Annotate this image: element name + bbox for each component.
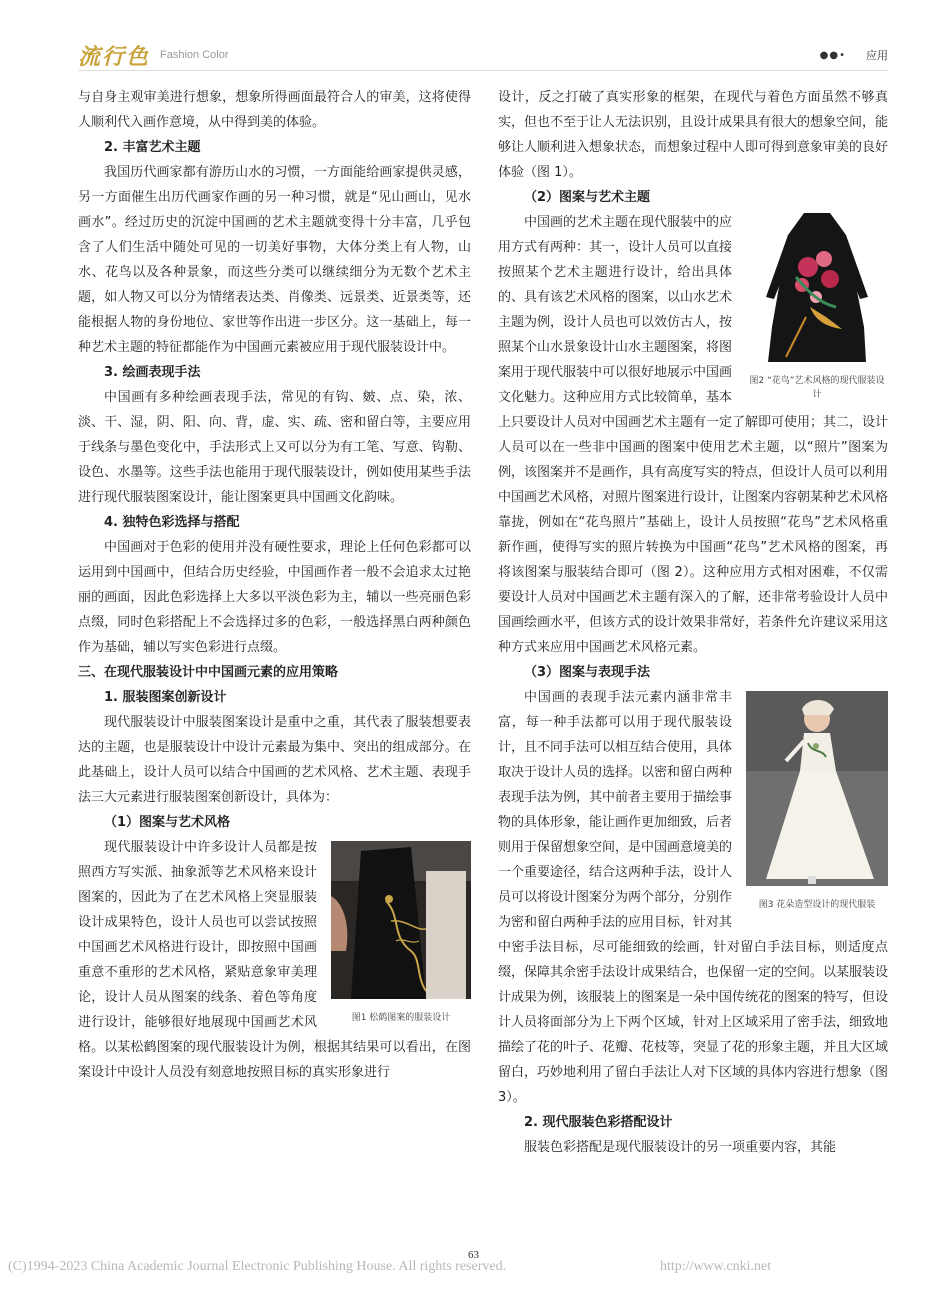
flower-gown-photo — [746, 691, 888, 886]
flower-bird-dress-photo — [746, 207, 888, 362]
paragraph-color-selection: 中国画对于色彩的使用并没有硬性要求，理论上任何色彩都可以运用到中国画中，但结合历史经验，中国画作者一般不会追求太过艳丽的画面，因此色彩选择上大多以平淡色彩为主，辅以一些亮丽色彩点缀，同时色彩搭配上不会选择过多的色彩，一般选择黑白两种颜色作为基础，辅以写实色彩进行点缀。 — [78, 540, 471, 655]
figure-2 — [746, 207, 888, 402]
paragraph-painting-techniques: 中国画有多种绘画表现手法，常见的有钩、皴、点、染，浓、淡、干、湿，阴、阳、向、背，虚、实、疏、密和留白等，主要应用于线条与墨色变化中，手法形式上又可以分为有工笔、写意、钩勒、设色、水墨等。这些手法也能用于现代服装设计，例如使用某些手法进行现代服装图案设计，能让图案更具中国画文化韵味。 — [78, 390, 471, 505]
paragraph-pattern-style: 现代服装设计中许多设计人员都是按照西方写实派、抽象派等艺术风格来设计图案的，因此为了在艺术风格上突显服装设计成果特色，设计人员也可以尝试按照中国画艺术风格进行设计，即按照中国画重意不重形的艺术风格，紧贴意象审美理论，设计人员从图案的线条、着色等角度进行设计，能够很好地展现中国画艺术风格。以某松鹤图案的现代服装设计为例，根据其结果可以看出，在图案设计中设计人员没有刻意地按照目标的真实形象进行 — [78, 840, 471, 1080]
section-label: 应用 — [866, 49, 888, 62]
heading-pattern-design: 1. 服装图案创新设计 — [104, 690, 227, 705]
copyright-notice: (C)1994-2023 China Academic Journal Electronic Publishing House. All rights reserved. — [8, 1259, 507, 1274]
heading-pattern-style: （1）图案与艺术风格 — [104, 815, 231, 830]
heading-section-three: 三、在现代服装设计中中国画元素的应用策略 — [78, 665, 339, 680]
figure-1 — [331, 841, 471, 1025]
heading-color-matching: 2. 现代服装色彩搭配设计 — [524, 1115, 673, 1130]
header-dots: ●●• — [819, 50, 846, 61]
paragraph-continuation: 与自身主观审美进行想象，想象所得画面最符合人的审美，这将使得人顺利代入画作意境，从中得到美的体验。 — [78, 90, 471, 130]
page-header — [78, 40, 888, 72]
heading-color-selection: 4. 独特色彩选择与搭配 — [104, 515, 240, 530]
cnki-url: http://www.cnki.net — [660, 1259, 772, 1274]
paragraph-pattern-expression: 中国画的表现手法元素内涵非常丰富，每一种手法都可以用于现代服装设计，且不同手法可以相互结合使用，具体取决于设计人员的选择。以密和留白两种表现手法为例，其中前者主要用于描绘事物的具体形象，能让画作更加细致，后者则用于保留想象空间，是中国画意境美的一个重要途径，结合这两种手法，设计人员可以将设计图案分为两个部分，分别作为密和留白两种手法的应用目标，针对其中密手法目标，尽可能细致的绘画，针对留白手法目标，则适度点缀，保障其余密手法设计成果结合，也保留一定的空间。以某服装设计成果为例，该服装上的图案是一朵中国传统花的图案的特写，但设计人员将面部分为上下两个区域，针对上区域采用了密手法，细致地描绘了花的叶子、花瓣、花枝等，突显了花的形象主题，并且大区域留白，巧妙地利用了留白手法让人对下区域的具体内容进行想象（图 3）。 — [498, 690, 889, 1105]
paragraph-continuation-right: 设计，反之打破了真实形象的框架，在现代与着色方面虽然不够真实，但也不至于让人无法识别，且设计成果具有很大的想象空间，能够让人顺利进入想象状态，而想象过程中人即可得到意象审美的良好体验（图 1）。 — [498, 90, 889, 180]
figure-3-caption: 图3 花朵造型设计的现代服装 — [758, 900, 876, 910]
journal-logo: 流行色 — [78, 44, 151, 70]
heading-painting-techniques: 3. 绘画表现手法 — [104, 365, 201, 380]
right-column — [498, 85, 888, 1160]
figure-1-caption: 图1 松鹤图案的服装设计 — [351, 1013, 451, 1023]
heading-rich-themes: 2. 丰富艺术主题 — [104, 140, 201, 155]
header-rule — [78, 70, 888, 71]
journal-english-name: Fashion Color — [160, 49, 229, 61]
page-footer — [0, 1249, 950, 1285]
paragraph-color-matching: 服装色彩搭配是现代服装设计的另一项重要内容，其能 — [524, 1140, 837, 1155]
figure-2-caption: 图2 “花鸟”艺术风格的现代服装设计 — [749, 376, 885, 400]
paragraph-pattern-theme: 中国画的艺术主题在现代服装中的应用方式有两种：其一，设计人员可以直接按照某个艺术主题进行设计，给出具体的、具有该艺术风格的图案，以山水艺术主题为例，设计人员也可以效仿古人，按照某个山水景象设计山水主题图案，将图案用于现代服装中可以很好地展示中国画文化魅力。这种应用方式比较简单，基本上只要设计人员对中国画艺术主题有一定了解即可使用；其二，设计人员可以在一些非中国画的图案中使用艺术主题，以“照片”图案为例，该图案并不是画作，具有高度写实的特点，但设计人员可以利用中国画艺术风格，对照片图案进行设计，让图案内容朝某种艺术风格靠拢，例如在“花鸟照片”基础上，设计人员按照“花鸟”艺术风格重新作画，使得写实的照片转换为中国画“花鸟”艺术风格的图案，再将该图案与服装结合即可（图 2）。这种应用方式相对困难，不仅需要设计人员对中国画艺术主题有深入的了解，还非常考验设计人员中国画绘画水平，但该方式的设计效果非常好，若条件允许建议采用这种方式来应用中国画艺术风格元素。 — [498, 215, 889, 655]
left-column — [78, 85, 471, 1085]
heading-pattern-theme: （2）图案与艺术主题 — [524, 190, 651, 205]
page-number: 63 — [468, 1249, 479, 1261]
heading-pattern-expression: （3）图案与表现手法 — [524, 665, 651, 680]
paragraph-rich-themes: 我国历代画家都有游历山水的习惯，一方面能给画家提供灵感，另一方面催生出历代画家作画的另一种习惯，就是“见山画山，见水画水”。经过历史的沉淀中国画的艺术主题就变得十分丰富，几乎包含了人们生活中随处可见的一切美好事物，大体分类上有人物，山水、花鸟以及各种景象，而这些分类可以继续细分为无数个艺术主题，如人物又可以分为情绪表达类、肖像类、远景类、近景类等，还能根据人物的身份地位、家世等作出进一步区分。这一基础上，每一种艺术主题的特征都能作为中国画元素被应用于现代服装设计中。 — [78, 165, 471, 355]
crane-garment-photo — [331, 841, 471, 999]
paragraph-pattern-design: 现代服装设计中服装图案设计是重中之重，其代表了服装想要表达的主题，也是服装设计中设计元素最为集中、突出的组成部分。在此基础上，设计人员可以结合中国画的艺术风格、艺术主题、表现手法三大元素进行服装图案创新设计，具体为： — [78, 715, 471, 805]
figure-3 — [746, 691, 888, 912]
